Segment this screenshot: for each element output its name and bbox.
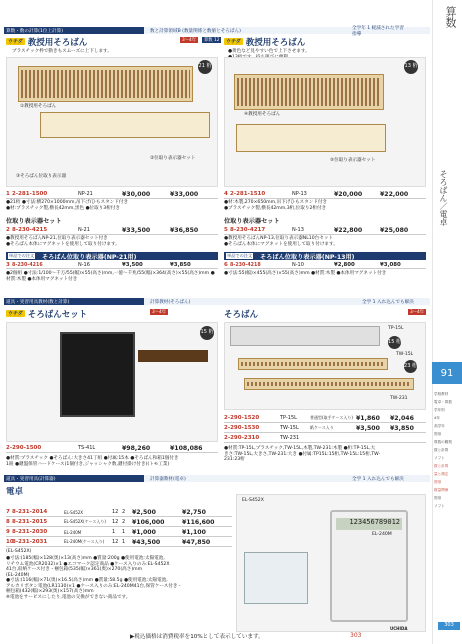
mini-notes: ●2個組 ●寸法:1/100〜千万/55(幅)×55(高さ)mm,一億〜千兆/55(幅)×364(高さ)×55(高さ)mm ●材質:木製 ●本体用マグネット付き <box>6 271 215 282</box>
product-code[interactable]: 8-230-4218 <box>230 262 261 268</box>
unit: 2 <box>122 519 126 525</box>
list-price: ¥3,500 <box>122 262 143 268</box>
mini-notes: ●寸法:55(幅)×455(高さ)×55(高さ)mm ●材質:木製 ●本体用マグネット付き <box>224 271 387 276</box>
table-row <box>6 538 232 547</box>
product5-title-text: 電卓 <box>6 486 24 497</box>
product1-sub-notes: ●教授用そろばんNP-21,位取り表示器セット付き ●そろばん本体にマグネットを使用して取り付けます。 <box>6 236 120 247</box>
sidebar-link[interactable]: 4年 <box>434 416 440 420</box>
product2-subtitle: 位取り表示器セット <box>224 218 280 225</box>
row-number: 10 <box>6 539 14 545</box>
model-number: EL-240M <box>64 529 82 535</box>
model-number: N-10 <box>292 262 304 268</box>
product2-caption2: ⑤位取り表示器セット <box>330 158 376 163</box>
product5-model-label: (EL-S452X) <box>6 549 32 554</box>
sidebar-link[interactable]: 図形 <box>434 432 442 436</box>
section5-header-right: 全学 1 入れ込んでも解決 <box>352 476 404 482</box>
product2-title-text: 教授用そろばん <box>245 37 306 48</box>
product-code[interactable]: 2-281-1500 <box>12 191 48 197</box>
product3-title <box>6 308 87 319</box>
mini-tag: 単品での注文 <box>227 253 253 258</box>
product1-caption1: ①教授用そろばん <box>20 104 57 109</box>
uchida-price: ¥25,080 <box>380 226 409 234</box>
calculator-display: 123456789012 <box>336 518 402 530</box>
list-price: ¥2,500 <box>132 508 156 516</box>
product-code[interactable]: 8-230-4216 <box>12 262 43 268</box>
list-price: ¥106,000 <box>132 518 165 526</box>
product-code[interactable]: 8-231-2030 <box>12 529 48 535</box>
section1-header-left: 算数・数の計算(1位上計算) <box>4 27 144 34</box>
sidebar-link[interactable]: 量と測定 <box>434 472 449 476</box>
product4-notes: ●材質:TP-15L,プラスチック,TW-15L,木製,TW-231:木製 ●桁:TP-15L,大 きさ:TW-15L,大きさ,TW-231:大き ●付属:TP15L:15桁,TW-15L:15桁,TW- 231:23桁 <box>224 446 381 462</box>
product2-caption1: ④教授用そろばん <box>244 112 281 117</box>
model-label: TW-231 <box>390 396 408 401</box>
model-number: TW-15L <box>280 425 299 431</box>
grade-chip: 3〜4年 <box>182 38 197 43</box>
table-row <box>6 444 218 453</box>
product-code[interactable]: 2-290-1500 <box>6 445 42 451</box>
sidebar-link[interactable]: 数と計算 <box>434 448 449 452</box>
product2-desc: ●黄色など見やすい色で上下させます。 <box>228 49 310 54</box>
product-code[interactable]: 2-290-2310 <box>224 435 260 441</box>
brand-logo: UCHIDA <box>390 626 408 631</box>
section4-header-right: 全学 1 入れ込んでも解決 <box>362 299 414 305</box>
table-row <box>6 262 218 269</box>
table-row <box>224 414 426 423</box>
model-label: TP-15L <box>388 326 404 331</box>
table-row <box>224 262 426 269</box>
product-code[interactable]: 8-231-2014 <box>12 509 48 515</box>
product-code[interactable]: 2-290-1520 <box>224 415 260 421</box>
product-code[interactable]: 8-230-4217 <box>230 227 266 233</box>
model-number: EL-240M(ケース入り) <box>64 539 105 544</box>
table-row <box>6 518 232 527</box>
type: 紙ケース入り <box>310 425 334 430</box>
brand-logo: ウチダ <box>8 311 23 317</box>
product-code[interactable]: 8-231-2015 <box>12 519 48 525</box>
calc-label-a: EL-S452X <box>242 498 264 503</box>
list-price: ¥43,500 <box>132 538 161 546</box>
table-row <box>6 508 232 517</box>
uchida-price: ¥108,086 <box>170 444 203 452</box>
uchida-price: ¥22,000 <box>380 190 409 198</box>
row-number: 3 <box>6 262 10 268</box>
product3-digit-badge: 15 桁 <box>200 326 214 340</box>
section5-header-left: 道具・実習用具(計算器) <box>4 475 144 482</box>
product-code[interactable]: 2-290-1530 <box>224 425 260 431</box>
qty: 12 <box>112 519 119 525</box>
row-number: 7 <box>6 509 10 515</box>
section1-header-right: 全学年 1 軽減された学習指導 <box>352 25 404 37</box>
product2-title <box>224 36 305 47</box>
sidebar-title: 算数 <box>444 6 457 28</box>
list-price: ¥1,860 <box>356 414 380 422</box>
abacus-image <box>244 378 414 390</box>
product5-notes: ●寸法:(185(幅)×128(奥)×13(高さ)mm ●質量:200g ●使用電池:太陽電池, リチウム電池(CR2032)×1 ●エコマーク認定商品 ●ケース入りのみ:EL-S452X 41台,収納ケース付き・梱包箱(535(幅)×361(奥)×270(高さ)mm (EL-240M) ●寸法:(116(幅)×71(奥)×16.5(高さ)mm ●質量:58.5g ●使用電池:太陽電池, アルカリボタン電池(LR1130)×1 ●ケース入りのみ:EL-240M41台,保管ケース付き・ 梱包箱(432(幅)×293(奥)×157(高さ)mm ※電池をサービスにしたり,電池の交換ができない商品です。 <box>6 556 183 600</box>
type: 普通型(取手ケース入り) <box>310 415 353 420</box>
product-code[interactable]: 8-230-4215 <box>12 227 48 233</box>
model-number: NP-13 <box>292 191 307 197</box>
product4-digit-badge-b: 23 桁 <box>404 360 417 373</box>
set-abacus-image <box>138 350 208 362</box>
sidebar-link[interactable]: 図形 <box>434 496 442 500</box>
uchida-price: ¥2,046 <box>390 414 414 422</box>
model-label: TW-15L <box>396 352 414 357</box>
calc-label-b: EL-240M <box>372 532 392 537</box>
sidebar <box>432 0 462 644</box>
list-price: ¥3,500 <box>356 424 380 432</box>
sidebar-link[interactable]: 数量関係 <box>434 488 449 492</box>
row-number: 8 <box>6 519 10 525</box>
page-number-tab[interactable]: 91 <box>432 362 462 384</box>
mini-title: そろばん位取り表示器(NP-21用) <box>42 254 137 261</box>
product1-title-text: 教授用そろばん <box>27 37 88 48</box>
model-number: EL-S452X(ケース入り) <box>64 519 106 524</box>
product1-desc: プラスチック枠で動きもスムーズに上下します。 <box>12 49 112 54</box>
abacus-image <box>238 358 388 370</box>
mini-title: そろばん位取り表示器(NP-13用) <box>260 254 355 261</box>
mini-tag: 単品での注文 <box>9 253 35 258</box>
sidebar-link[interactable]: ソフト <box>434 456 445 460</box>
row-number: 2 <box>6 227 10 233</box>
uchida-price: ¥3,850 <box>170 262 191 268</box>
model-number: N-16 <box>78 262 90 268</box>
sidebar-link[interactable]: 算数の観察 <box>434 440 452 444</box>
position-sign-image <box>236 124 386 152</box>
row-number: 6 <box>224 262 228 268</box>
qty: 12 <box>112 509 119 515</box>
table-row <box>6 528 232 537</box>
footer-page: 303 <box>350 632 362 639</box>
sidebar-link[interactable]: 数と計算 <box>434 464 449 468</box>
subject-chip: 算数 12 <box>204 38 220 43</box>
product2-sub-notes: ●教授用そろばんNP-13,位取り表示器NL10台セット ●そろばん本体にマグネットを使用して取り付けます。 <box>224 236 338 247</box>
model-number: NP-21 <box>78 191 93 197</box>
list-price: ¥20,000 <box>334 190 363 198</box>
product1-title <box>6 36 87 47</box>
qty: 1 <box>112 529 116 535</box>
sidebar-link[interactable]: 学年別 <box>434 408 445 412</box>
table-row <box>224 190 426 199</box>
list-price: ¥2,800 <box>334 262 355 268</box>
product1-abacus-image <box>18 66 193 102</box>
product4-digit-badge-a: 15 桁 <box>388 336 401 349</box>
unit: 2 <box>122 509 126 515</box>
sidebar-category: そろばん／電卓 <box>439 170 448 226</box>
case-image <box>60 332 135 417</box>
row-number: 5 <box>224 227 228 233</box>
product4-title <box>224 308 258 319</box>
uchida-price: ¥116,600 <box>182 518 215 526</box>
sidebar-link[interactable]: 図形 <box>434 480 442 484</box>
uchida-price: ¥2,750 <box>182 508 206 516</box>
product1-caption2: ②位取り表示器セット <box>150 156 196 161</box>
table-row <box>224 434 426 443</box>
uchida-price: ¥33,000 <box>170 190 199 198</box>
sidebar-link[interactable]: 高学年 <box>434 424 445 428</box>
grade-chip: 3〜4年 <box>152 310 167 315</box>
unit: 1 <box>122 529 126 535</box>
list-price: ¥30,000 <box>122 190 151 198</box>
grade-chip: 3〜4年 <box>410 310 425 315</box>
model-number: N-13 <box>292 227 304 233</box>
table-row <box>224 424 426 433</box>
list-price: ¥22,800 <box>334 226 363 234</box>
list-price: ¥98,260 <box>122 444 151 452</box>
uchida-price: ¥1,100 <box>182 528 206 536</box>
product1-subtitle: 位取り表示器セット <box>6 218 62 225</box>
row-number: 9 <box>6 529 10 535</box>
product1-notes: ●21桁 ●寸法:横270×1000mm,吊下げ/ひもスタンド付き ●材:プラスチック製,横長42mm,黒色 ●位取り3桁付き <box>6 200 129 211</box>
sidebar-link[interactable]: 電卓・算数 <box>434 400 452 404</box>
list-price: ¥1,000 <box>132 528 156 536</box>
model-number: TP-15L <box>280 415 297 421</box>
section1-header-mid: 数と計算領域B (数量関係と数値とそろばん) <box>150 28 241 34</box>
position-sign-image <box>40 112 210 138</box>
uchida-price: ¥47,850 <box>182 538 211 546</box>
model-number: TS-41L <box>78 445 96 451</box>
sidebar-page-label: 303 <box>438 622 460 630</box>
product1-caption3: ③そろばん位取り表示器 <box>16 174 67 179</box>
row-number: 1 <box>6 191 10 197</box>
table-row <box>224 226 426 235</box>
model-number: EL-S452X <box>64 509 84 515</box>
footer-note: ▶税込価格は消費税率を10%として表示しています。 <box>130 634 264 640</box>
product-code[interactable]: 2-281-1510 <box>230 191 266 197</box>
brand-logo: ウチダ <box>226 39 241 45</box>
model-number: N-21 <box>78 227 90 233</box>
product1-digit-badge: 21 桁 <box>198 60 212 74</box>
product2-digit-badge: 13 桁 <box>404 60 418 74</box>
unit: 1 <box>122 539 126 545</box>
uchida-price: ¥3,850 <box>390 424 414 432</box>
section3-header-left: 道具・実習用具教材(数と計算) <box>4 298 144 305</box>
product4-title-text: そろばん <box>224 309 259 320</box>
uchida-price: ¥36,850 <box>170 226 199 234</box>
product5-title <box>6 485 23 496</box>
section5-header-mid: 計算器教材(電卓) <box>150 476 186 482</box>
sidebar-link[interactable]: ソフト <box>434 504 445 508</box>
sidebar-links <box>434 392 462 512</box>
qty: 12 <box>112 539 119 545</box>
model-number: TW-231 <box>280 435 300 441</box>
product3-title-text: そろばんセット <box>27 309 88 320</box>
table-row <box>6 226 218 235</box>
calculator-case-image <box>244 552 308 604</box>
uchida-price: ¥3,080 <box>380 262 401 268</box>
table-row <box>6 190 218 199</box>
product3-notes: ●材質:プラスチック ●そろばん:大きさ41丁組 ●付属:15本 ●そろばん和箱1個付き 1冊 ●鍵盤保管ハードケース(1個付き,ジャッシャク数,鍵付掛け付き)(トモ工業) <box>6 456 179 467</box>
sidebar-link[interactable]: 学校教材 <box>434 392 449 396</box>
row-number: 4 <box>224 191 228 197</box>
list-price: ¥33,500 <box>122 226 151 234</box>
section3-header-mid: 計算教材(そろばん) <box>150 299 191 305</box>
abacus-case-image <box>230 326 380 346</box>
product2-notes: ●材:木製,270×650mm,吊下げひもスタンド付き ●プラスチック製,横長42mm,3桁,位取り2桁付き <box>224 200 328 211</box>
brand-logo: ウチダ <box>8 39 23 45</box>
product2-abacus-image <box>234 74 384 110</box>
product-code[interactable]: 8-231-2031 <box>12 539 48 545</box>
